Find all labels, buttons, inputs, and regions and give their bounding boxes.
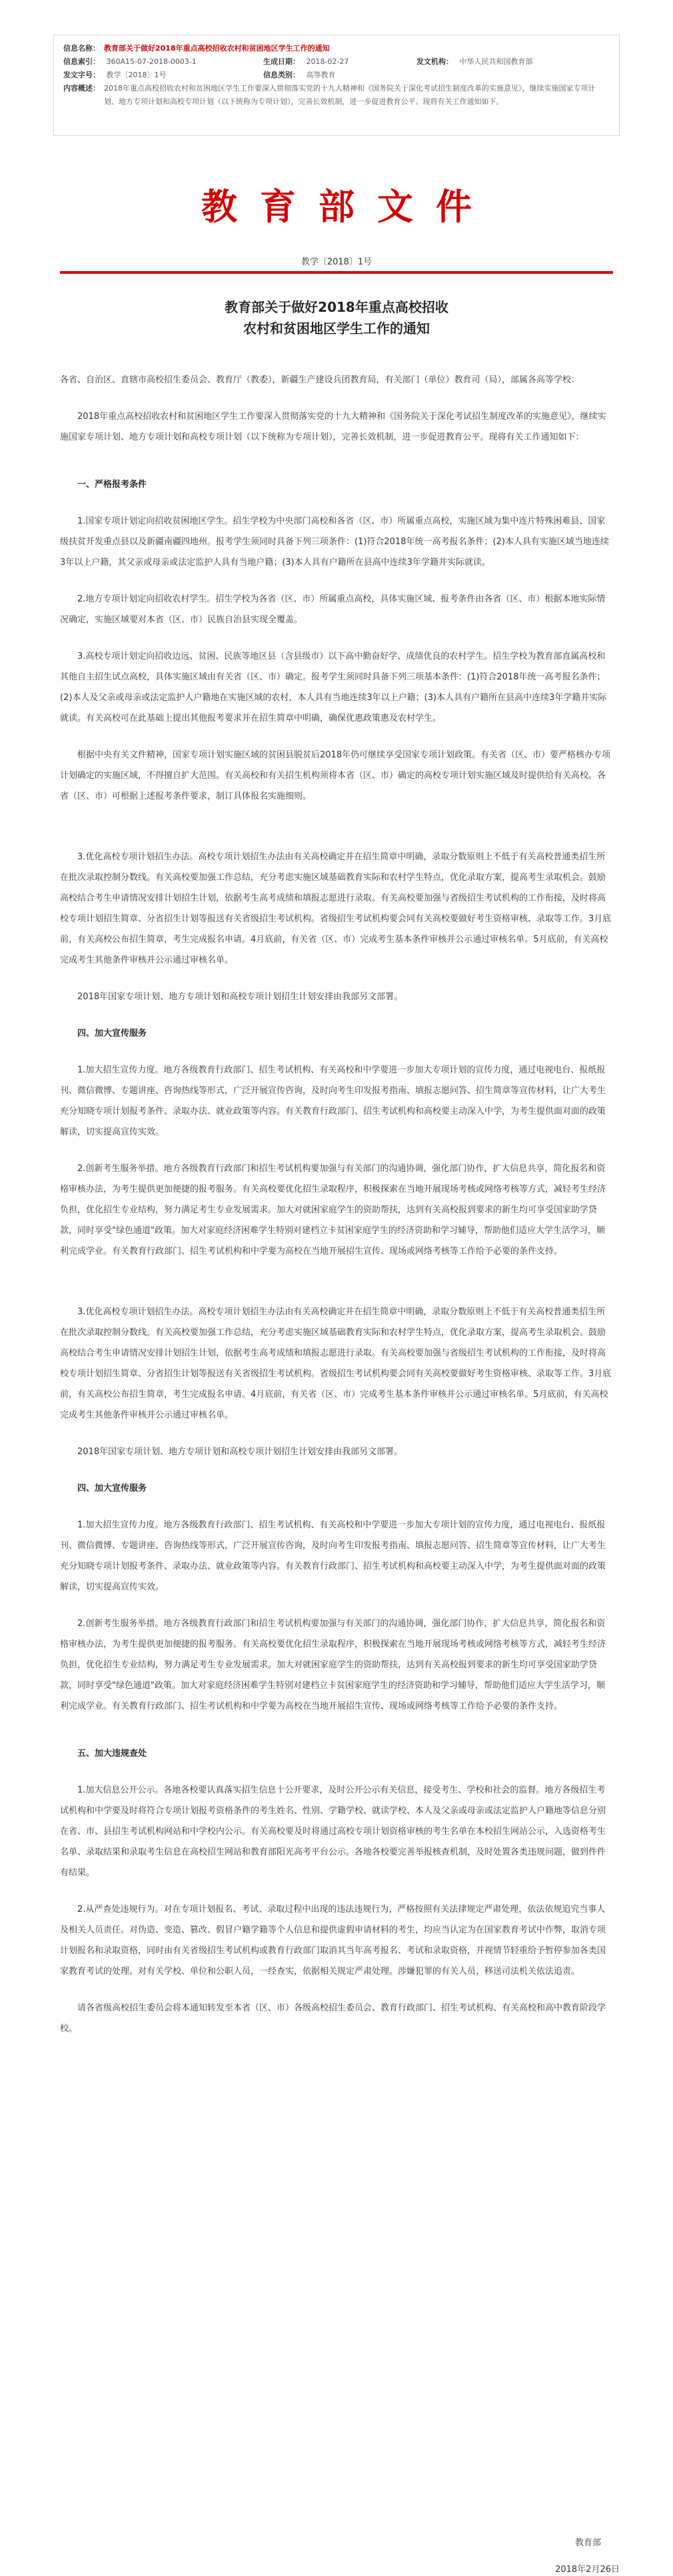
paragraph-s4b-1: 1.加大招生宣传力度。地方各级教育行政部门、招生考试机构、有关高校和中学要进一步加大专项计划的宣传力度，通过电视电台、报纸报刊、微信微博、专题讲座、咨询热线等形式，广泛开展宣传咨询，及时向考生印发报考指南、填报志愿问答、招生简章等宣传材料，让广大考生充分知晓专项计划报考条件、录取办法、就业政策等内容。有关教育行政部门、招生考试机构和高校要主动深入中学，为考生提供面对面的政策解读，切实提高宣传实效。 <box>60 1520 606 1592</box>
document-title <box>0 296 673 339</box>
meta-title-row <box>63 42 610 55</box>
closing-paragraph: 请各省级高校招生委员会将本通知转发至本省（区、市）各级高校招生委员会、教育行政部门、招生考试机构、有关高校和高中教育阶段学校。 <box>60 2003 606 2034</box>
red-header-title: 教育部文件 <box>201 185 494 228</box>
meta-date-label: 生成日期： <box>263 57 300 66</box>
addressee: 各省、自治区、直辖市高校招生委员会、教育厅（教委），新疆生产建设兵团教育局，有关部门（单位）教育司（局），部属各高等学校： <box>60 375 580 385</box>
paragraph-s5-1: 1.加大信息公开公示。各地各校要认真落实招生信息十公开要求，及时公开公示有关信息，接受考生、学校和社会的监督。地方各级招生考试机构和中学要及时将符合专项计划报考资格条件的考生姓名、性别、学籍学校、就读学校、本人及父亲或母亲或法定监护人户籍地等信息分别在省、市、县招生考试机构网站和中学校内公示。有关高校要及时将通过高校专项计划资格审核的考生名单在本校招生网站公示，入选资格考生名单、录取结果和录取考生信息在高校招生网站和教育部阳光高考平台公示。各地各校要完善举报核查机制，及时处置各类违规问题，做到件件有结果。 <box>60 1785 606 1878</box>
paragraph-s2-2: 2018年国家专项计划、地方专项计划和高校专项计划招生计划安排由我部另文部署。 <box>77 992 403 1002</box>
meta-summary-value: 2018年重点高校招收农村和贫困地区学生工作要深入贯彻落实党的十九大精神和《国务院关于深化考试招生制度改革的实施意见》，继续实施国家专项计划、地方专项计划和高校专项计划（以下统称为专项计划），完善长效机制，进一步促进教育公平。现将有关工作通知如下。 <box>104 84 596 106</box>
meta-category-value: 高等教育 <box>306 71 336 79</box>
document-number: 教学〔2018〕1号 <box>301 257 372 267</box>
meta-title-label: 信息名称： <box>63 44 100 53</box>
meta-date-value: 2018-02-27 <box>306 57 349 66</box>
paragraph-s1-2: 2.地方专项计划定向招收农村学生。招生学校为各省（区、市）所属重点高校，具体实施区域、报考条件由各省（区、市）根据本地实际情况确定，实施区域要对本省（区、市）民族自治县实现全覆盖。 <box>60 594 606 625</box>
meta-issuer-value: 中华人民共和国教育部 <box>459 57 533 66</box>
meta-index-row <box>63 55 610 69</box>
meta-title-value: 教育部关于做好2018年重点高校招收农村和贫困地区学生工作的通知 <box>104 44 330 53</box>
paragraph-s1-1: 1.国家专项计划定向招收贫困地区学生。招生学校为中央部门高校和各省（区、市）所属重点高校，实施区域为集中连片特殊困难县、国家级扶贫开发重点县以及新疆南疆四地州。报考学生须同时具备下列三项条件：(1)符合2018年统一高考报名条件；(2)本人具有实施区域当地连续3年以上户籍，其父亲或母亲或法定监护人具有当地户籍；(3)本人具有户籍所在县高中连续3年学籍并实际就读。 <box>60 516 609 568</box>
title-line-1: 教育部关于做好2018年重点高校招收 <box>225 299 448 315</box>
meta-index-value: 360A15-07-2018-0003-1 <box>106 57 197 66</box>
paragraph-s5-2: 2.从严查处违规行为。对在专项计划报名、考试、录取过程中出现的违法违规行为，严格按照有关法律规定严肃处理，依法依规追究当事人及相关人员责任。对伪造、变造、篡改、假冒户籍学籍等个人信息和提供虚假申请材料的考生，均应当认定为在国家教育考试中作弊，取消专项计划报名和录取资格，同时由有关省级招生考试机构或教育行政部门取消其当年高考报名、考试和录取资格，并视情节轻重给予暂停参加各类国家教育考试的处理。对有关学校、单位和公职人员，一经查实，依据相关规定严肃处理。涉嫌犯罪的有关人员，移送司法机关依法追责。 <box>60 1905 606 1976</box>
paragraph-s2-1: 3.优化高校专项计划招生办法。高校专项计划招生办法由有关高校确定并在招生简章中明确，录取分数原则上不低于有关高校普通类招生所在批次录取控制分数线。有关高校要加强工作总结，充分考虑实施区域基础教育实际和农村学生特点，优化录取方案，提高考生录取机会。鼓励高校结合考生申请情况安排计划招生计划，依据考生高考成绩和填报志愿进行录取。有关高校要加强与省级招生考试机构的工作衔接，及时将高校专项计划招生简章、分省招生计划等报送有关省级招生考试机构。省级招生考试机构要会同有关高校要做好考生资格审核、录取等工作。3月底前，有关高校公布招生简章，考生完成报名申请。4月底前，有关省（区、市）完成考生基本条件审核并公示通过审核名单。5月底前，有关高校完成考生其他条件审核并公示通过审核名单。 <box>60 852 612 965</box>
paragraph-s4b-00: 2018年国家专项计划、地方专项计划和高校专项计划招生计划安排由我部另文部署。 <box>77 1447 403 1457</box>
intro-paragraph: 2018年重点高校招收农村和贫困地区学生工作要深入贯彻落实党的十九大精神和《国务院关于深化考试招生制度改革的实施意见》，继续实施国家专项计划、地方专项计划和高校专项计划（以下统称为专项计划），完善长效机制，进一步促进教育公平。现将有关工作通知如下： <box>60 412 606 442</box>
title-line-2: 农村和贫困地区学生工作的通知 <box>243 320 430 336</box>
meta-category-label: 信息类别： <box>263 71 300 79</box>
meta-docno-row <box>63 69 610 82</box>
paragraph-s4b-0: 3.优化高校专项计划招生办法。高校专项计划招生办法由有关高校确定并在招生简章中明确，录取分数原则上不低于有关高校普通类招生所在批次录取控制分数线。有关高校要加强工作总结，充分考虑实施区域基础教育实际和农村学生特点，优化录取方案，提高考生录取机会。鼓励高校结合考生申请情况安排计划招生计划，依据考生高考成绩和填报志愿进行录取。有关高校要加强与省级招生考试机构的工作衔接，及时将高校专项计划招生简章、分省招生计划等报送有关省级招生考试机构。省级招生考试机构要会同有关高校要做好考生资格审核、录取等工作。3月底前，有关高校公布招生简章，考生完成报名申请。4月底前，有关省（区、市）完成考生基本条件审核并公示通过审核名单。5月底前，有关高校完成考生其他条件审核并公示通过审核名单。 <box>60 1307 612 1420</box>
paragraph-s1-4: 根据中央有关文件精神，国家专项计划实施区域的贫困县脱贫后2018年仍可继续享受国家专项计划政策。有关省（区、市）要严格核办专项计划确定的实施区域，不得擅自扩大范围。有关高校和有关招生机构须将本省（区、市）确定的高校专项计划实施区域及时提供给有关高校。各省（区、市）可根据上述报考条件要求，制订具体报名实施细则。 <box>60 750 611 801</box>
meta-docno-value: 教学〔2018〕1号 <box>106 71 167 79</box>
meta-summary-row <box>63 82 610 109</box>
meta-summary-label: 内容概述： <box>63 84 100 93</box>
meta-issuer-label: 发文机构： <box>416 57 453 66</box>
meta-index-label: 信息索引： <box>63 57 100 66</box>
paragraph-s4b-2: 2.创新考生服务举措。地方各级教育行政部门和招生考试机构要加强与有关部门的沟通协调，强化部门协作，扩大信息共享，简化报名和资格审核办法，为考生提供更加便捷的报考服务。有关高校要优化招生录取程序，积极探索在当地开展现场考核或网络考核等方式，减轻考生经济负担，优化招生专业结构，努力满足考生专业发展需求。加大对就困家庭学生的资助帮扶，达到有关高校报到要求的新生均可享受国家助学贷款，同时享受"绿色通道"政策。加大对家庭经济困难学生特别对建档立卡贫困家庭学生的经济资助和学习辅导，帮助他们适应大学生活学习，顺利完成学业。有关教育行政部门、招生考试机构和中学要为高校在当地开展招生宣传、现场或网络考核等工作给予必要的条件支持。 <box>60 1619 606 1711</box>
signature: 教育部 <box>574 2538 601 2548</box>
document-body <box>60 370 613 2039</box>
section-heading-4b: 四、加大宣传服务 <box>77 1484 147 1494</box>
paragraph-s4a-1: 1.加大招生宣传力度。地方各级教育行政部门、招生考试机构、有关高校和中学要进一步加大专项计划的宣传力度，通过电视电台、报纸报刊、微信微博、专题讲座、咨询热线等形式，广泛开展宣传咨询，及时向考生印发报考指南、填报志愿问答、招生简章等宣传材料，让广大考生充分知晓专项计划报考条件、录取办法、就业政策等内容。有关教育行政部门、招生考试机构和高校要主动深入中学，为考生提供面对面的政策解读，切实提高宣传实效。 <box>60 1065 606 1137</box>
document-metadata-box <box>53 35 620 136</box>
paragraph-s1-3: 3.高校专项计划定向招收边远、贫困、民族等地区县（含县级市）以下高中勤奋好学、成绩优良的农村学生。招生学校为教育部直属高校和其他自主招生试点高校，具体实施区域由有关省（区、市）确定。报考学生须同时具备下列三项基本条件：(1)符合2018年统一高考报名条件；(2)本人及父亲或母亲或法定监护人户籍地在实施区域的农村，本人具有当地连续3年以上户籍；(3)本人具有户籍所在县高中连续3年学籍并实际就读。有关高校可在此基础上提出其他报考要求并在招生简章中明确，确保优惠政策惠及农村学生。 <box>60 651 607 723</box>
section-heading-1: 一、严格报考条件 <box>77 480 147 490</box>
meta-docno-label: 发文字号： <box>63 71 100 79</box>
red-divider-line <box>60 271 613 274</box>
section-heading-5: 五、加大违规查处 <box>77 1749 147 1759</box>
paragraph-s4a-2: 2.创新考生服务举措。地方各级教育行政部门和招生考试机构要加强与有关部门的沟通协调，强化部门协作，扩大信息共享，简化报名和资格审核办法，为考生提供更加便捷的报考服务。有关高校要优化招生录取程序，积极探索在当地开展现场考核或网络考核等方式，减轻考生经济负担，优化招生专业结构，努力满足考生专业发展需求。加大对就困家庭学生的资助帮扶，达到有关高校报到要求的新生均可享受国家助学贷款，同时享受"绿色通道"政策。加大对家庭经济困难学生特别对建档立卡贫困家庭学生的经济资助和学习辅导，帮助他们适应大学生活学习，顺利完成学业。有关教育行政部门、招生考试机构和中学要为高校在当地开展招生宣传、现场或网络考核等工作给予必要的条件支持。 <box>60 1164 606 1256</box>
issue-date: 2018年2月26日 <box>555 2565 620 2575</box>
section-heading-4a: 四、加大宣传服务 <box>77 1029 147 1039</box>
